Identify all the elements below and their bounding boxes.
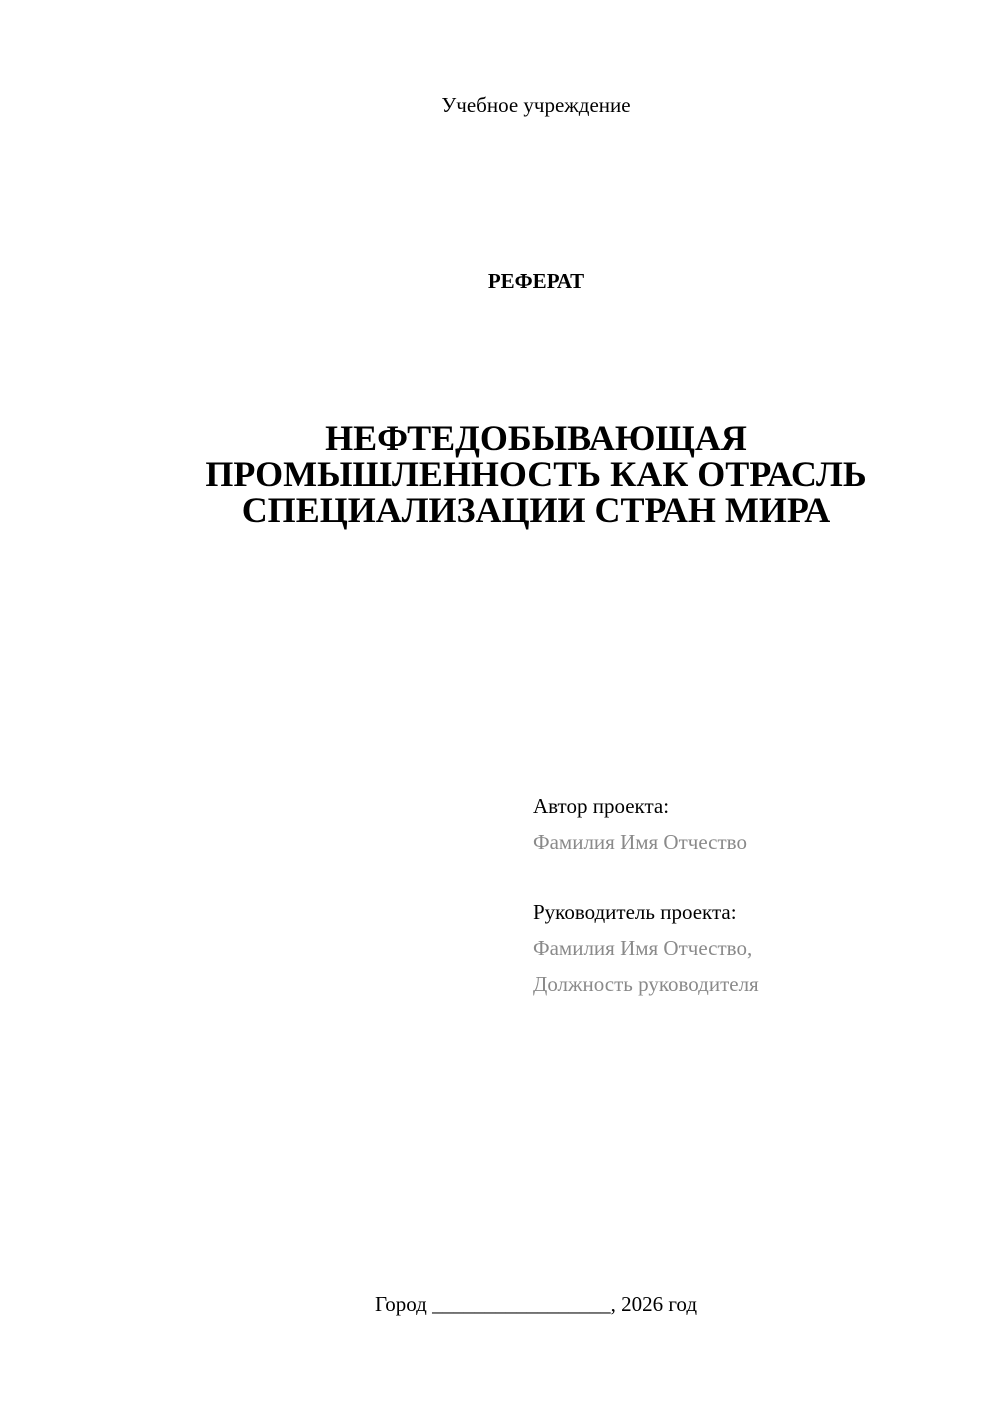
supervisor-name-placeholder: Фамилия Имя Отчество, — [533, 936, 753, 960]
city-year-line: Город _________________, 2026 год — [374, 1292, 698, 1316]
document-title — [0, 420, 1000, 528]
institution-name: Учебное учреждение — [441, 93, 631, 117]
supervisor-label: Руководитель проекта: — [533, 900, 737, 924]
project-credits — [533, 788, 973, 1002]
title-line: НЕФТЕДОБЫВАЮЩАЯ — [325, 418, 747, 458]
author-name-placeholder: Фамилия Имя Отчество — [533, 830, 747, 854]
supervisor-position-placeholder: Должность руководителя — [533, 972, 759, 996]
spacer — [533, 860, 973, 894]
title-line: СПЕЦИАЛИЗАЦИИ СТРАН МИРА — [241, 490, 831, 530]
title-line: ПРОМЫШЛЕННОСТЬ КАК ОТРАСЛЬ — [205, 454, 867, 494]
document-type: РЕФЕРАТ — [487, 269, 585, 293]
author-label: Автор проекта: — [533, 794, 670, 818]
